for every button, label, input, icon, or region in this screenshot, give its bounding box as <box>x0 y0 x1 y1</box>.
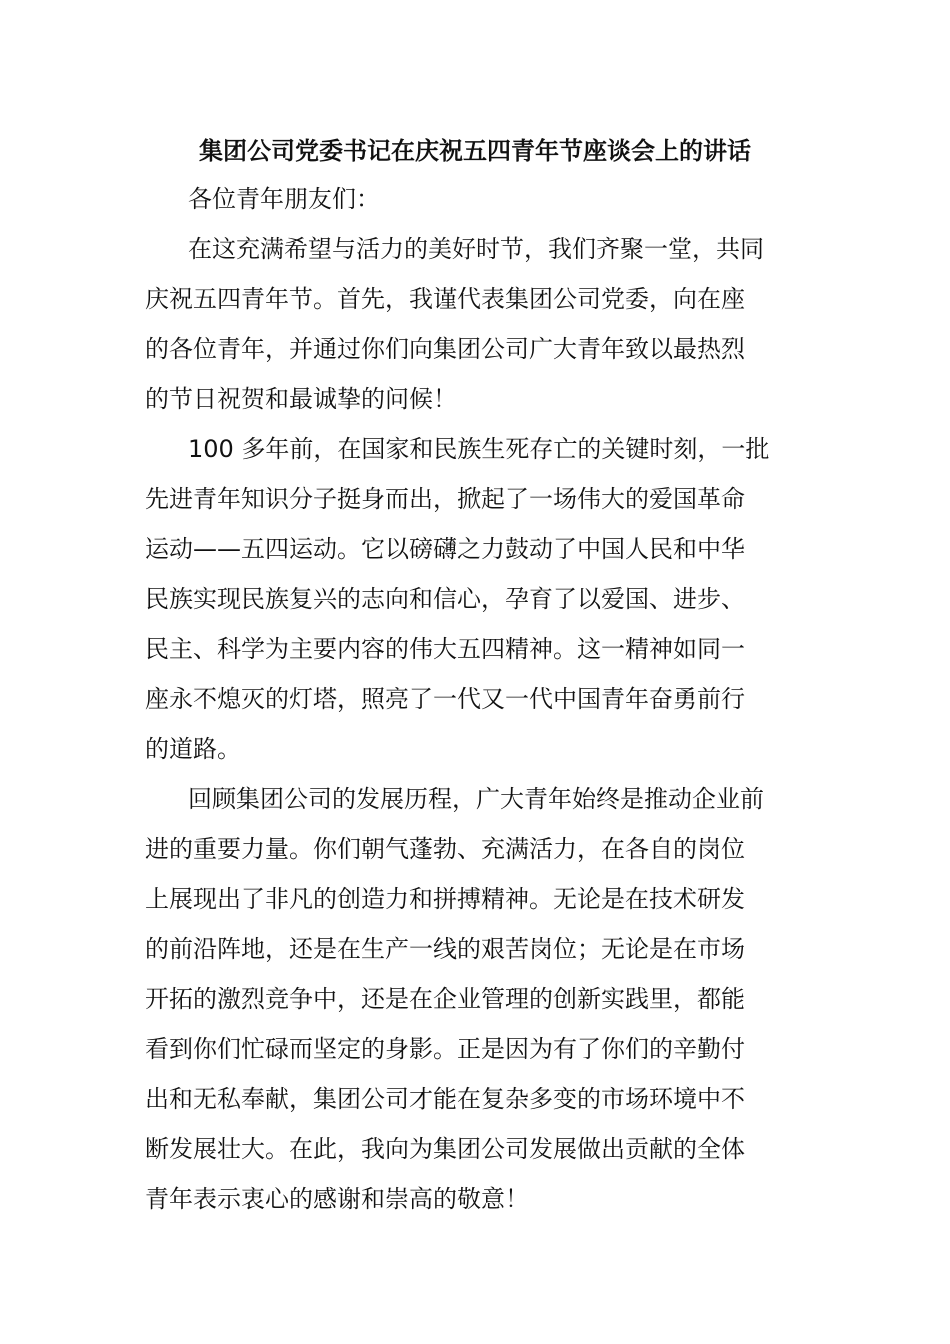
text-line: 回顾集团公司的发展历程，广大青年始终是推动企业前 <box>188 785 764 813</box>
text-line: 出和无私奉献，集团公司才能在复杂多变的市场环境中不 <box>145 1085 745 1113</box>
text-line: 的前沿阵地，还是在生产一线的艰苦岗位；无论是在市场 <box>145 935 745 963</box>
text-line: 的各位青年，并通过你们向集团公司广大青年致以最热烈 <box>145 335 745 363</box>
text-line: 的道路。 <box>145 735 241 763</box>
text-line: 在这充满希望与活力的美好时节，我们齐聚一堂，共同 <box>188 235 764 263</box>
text-line: 庆祝五四青年节。首先，我谨代表集团公司党委，向在座 <box>145 285 745 313</box>
text-line: 进的重要力量。你们朝气蓬勃、充满活力，在各自的岗位 <box>145 835 745 863</box>
text-line: 断发展壮大。在此，我向为集团公司发展做出贡献的全体 <box>145 1135 745 1163</box>
text-line: 先进青年知识分子挺身而出，掀起了一场伟大的爱国革命 <box>145 485 745 513</box>
text-line: 民主、科学为主要内容的伟大五四精神。这一精神如同一 <box>145 635 745 663</box>
text-line: 看到你们忙碌而坚定的身影。正是因为有了你们的辛勤付 <box>145 1035 745 1063</box>
text-line: 民族实现民族复兴的志向和信心，孕育了以爱国、进步、 <box>145 585 745 613</box>
text-line: 座永不熄灭的灯塔，照亮了一代又一代中国青年奋勇前行 <box>145 685 745 713</box>
text-line: 上展现出了非凡的创造力和拼搏精神。无论是在技术研发 <box>145 885 745 913</box>
text-line: 各位青年朋友们： <box>188 185 380 213</box>
document-title: 集团公司党委书记在庆祝五四青年节座谈会上的讲话 <box>199 137 751 165</box>
text-line: 的节日祝贺和最诚挚的问候！ <box>145 385 457 413</box>
text-line: 100 多年前，在国家和民族生死存亡的关键时刻，一批 <box>188 435 770 463</box>
document-body <box>145 181 810 1231</box>
text-line: 青年表示衷心的感谢和崇高的敬意！ <box>145 1185 529 1213</box>
text-line: 开拓的激烈竞争中，还是在企业管理的创新实践里，都能 <box>145 985 745 1013</box>
text-line: 运动——五四运动。它以磅礴之力鼓动了中国人民和中华 <box>145 535 745 563</box>
